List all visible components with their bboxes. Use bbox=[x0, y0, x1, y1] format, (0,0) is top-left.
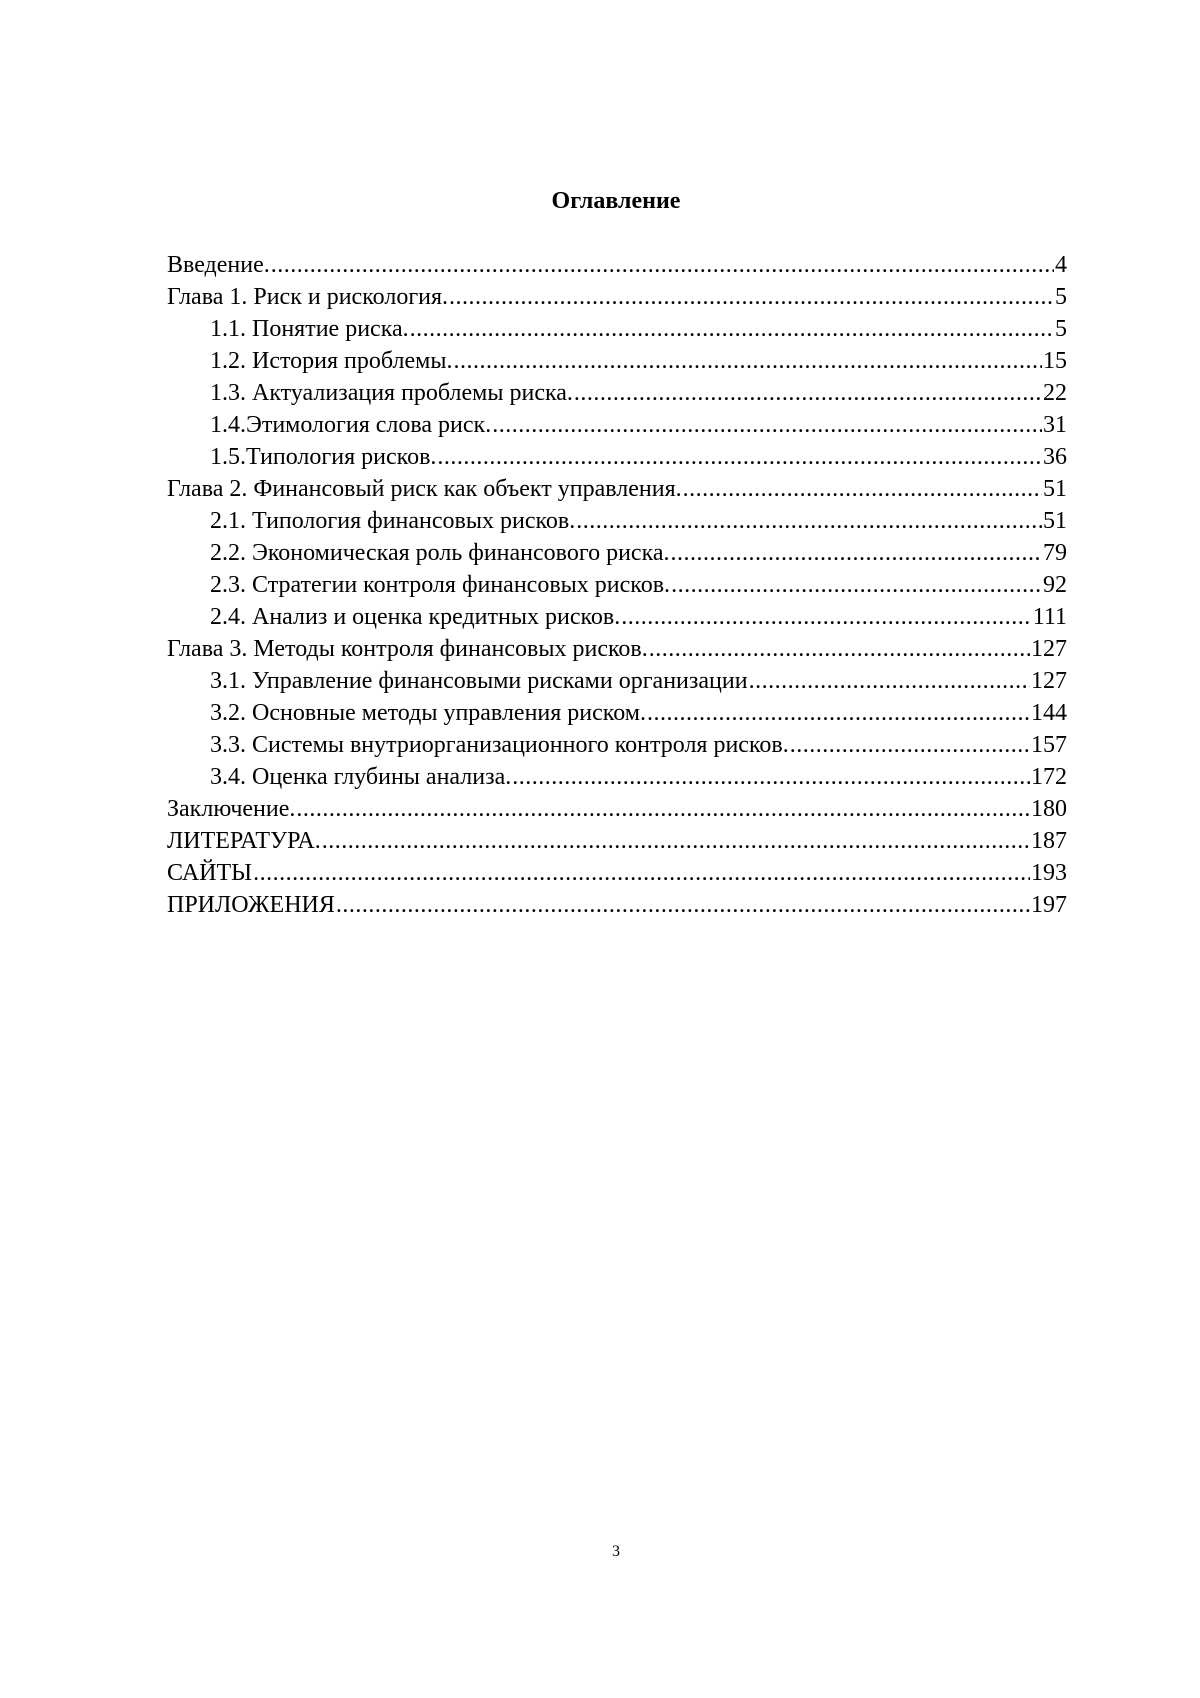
toc-entry[interactable] bbox=[167, 857, 1067, 889]
toc-leader-dots bbox=[649, 633, 1030, 665]
toc-entry[interactable] bbox=[167, 889, 1067, 921]
toc-leader-dots bbox=[671, 569, 1042, 601]
toc-entry-title: САЙТЫ bbox=[167, 860, 253, 886]
toc-leader-dots bbox=[790, 729, 1030, 761]
toc-entry-page: 127 bbox=[1031, 636, 1067, 662]
toc-entry[interactable] bbox=[167, 665, 1067, 697]
toc-entry-title: Глава 3. Методы контроля финансовых рисков. bbox=[167, 636, 648, 662]
toc-entry-title: 2.1. Типология финансовых рисков. bbox=[210, 508, 576, 534]
toc-entry-page: 180 bbox=[1031, 796, 1067, 822]
toc-entry[interactable] bbox=[167, 601, 1067, 633]
toc-entry-title: 1.4.Этимология слова риск. bbox=[210, 412, 492, 438]
toc-entry-page: 197 bbox=[1031, 892, 1067, 918]
toc-leader-dots bbox=[253, 857, 1030, 889]
toc-entry-page: 172 bbox=[1031, 764, 1067, 790]
toc-leader-dots bbox=[296, 793, 1030, 825]
toc-entry-title: 1.2. История проблемы. bbox=[210, 348, 453, 374]
toc-entry[interactable] bbox=[167, 729, 1067, 761]
toc-entry-title: 3.2. Основные методы управления риском. bbox=[210, 700, 646, 726]
toc-leader-dots bbox=[453, 345, 1042, 377]
toc-entry-page: 193 bbox=[1031, 860, 1067, 886]
toc-leader-dots bbox=[437, 441, 1042, 473]
toc-entry-page: 157 bbox=[1031, 732, 1067, 758]
toc-entry-title: 2.4. Анализ и оценка кредитных рисков. bbox=[210, 604, 621, 630]
toc-entry[interactable] bbox=[167, 697, 1067, 729]
toc-leader-dots bbox=[322, 825, 1030, 857]
toc-entry[interactable] bbox=[167, 281, 1067, 313]
toc-leader-dots bbox=[271, 249, 1054, 281]
toc-entry-title: Введение. bbox=[167, 252, 270, 278]
toc-leader-dots bbox=[492, 409, 1042, 441]
toc-entry-title: 3.3. Системы внутриорганизационного контроля рисков. bbox=[210, 732, 789, 758]
toc-entry-page: 187 bbox=[1031, 828, 1067, 854]
toc-entry[interactable] bbox=[167, 569, 1067, 601]
toc-entry-title: Глава 2. Финансовый риск как объект управления. bbox=[167, 476, 682, 502]
toc-entry-title: ЛИТЕРАТУРА. bbox=[167, 828, 321, 854]
toc-entry-page: 51 bbox=[1043, 508, 1067, 534]
toc-leader-dots bbox=[336, 889, 1030, 921]
toc-entry-page: 51 bbox=[1043, 476, 1067, 502]
toc-entry[interactable] bbox=[167, 313, 1067, 345]
toc-entry[interactable] bbox=[167, 633, 1067, 665]
toc-leader-dots bbox=[621, 601, 1032, 633]
toc-entry[interactable] bbox=[167, 537, 1067, 569]
page-number: 3 bbox=[612, 1543, 620, 1560]
toc-entry-page: 111 bbox=[1032, 604, 1067, 630]
toc-entry-page: 4 bbox=[1055, 252, 1067, 278]
toc-entry[interactable] bbox=[167, 249, 1067, 281]
toc-leader-dots bbox=[671, 537, 1042, 569]
toc-entry-title: 3.4. Оценка глубины анализа. bbox=[210, 764, 512, 790]
toc-entry[interactable] bbox=[167, 473, 1067, 505]
toc-entry-page: 31 bbox=[1043, 412, 1067, 438]
toc-entry-page: 22 bbox=[1043, 380, 1067, 406]
toc-title: Оглавление bbox=[551, 188, 681, 214]
toc-entry-page: 36 bbox=[1043, 444, 1067, 470]
toc-entry[interactable] bbox=[167, 825, 1067, 857]
toc-entry-title: 1.5.Типология рисков. bbox=[210, 444, 437, 470]
toc-entry[interactable] bbox=[167, 409, 1067, 441]
toc-entry-title: 2.2. Экономическая роль финансового риска. bbox=[210, 540, 670, 566]
toc-entry-title: 1.3. Актуализация проблемы риска. bbox=[210, 380, 573, 406]
toc-entry-page: 5 bbox=[1055, 284, 1067, 310]
toc-entry-page: 15 bbox=[1043, 348, 1067, 374]
toc-entry[interactable] bbox=[167, 761, 1067, 793]
toc-entry[interactable] bbox=[167, 441, 1067, 473]
toc-entry-title: 2.3. Стратегии контроля финансовых рисков. bbox=[210, 572, 671, 598]
toc-entry-title: Глава 1. Риск и рискология. bbox=[167, 284, 449, 310]
toc-entry-page: 127 bbox=[1031, 668, 1067, 694]
toc-entry[interactable] bbox=[167, 505, 1067, 537]
toc-entry-page: 144 bbox=[1031, 700, 1067, 726]
toc-entry-title: 1.1. Понятие риска. bbox=[210, 316, 409, 342]
toc-entry-page: 92 bbox=[1043, 572, 1067, 598]
toc-entry[interactable] bbox=[167, 377, 1067, 409]
toc-leader-dots bbox=[574, 377, 1042, 409]
toc-entry-title: Заключение. bbox=[167, 796, 296, 822]
toc-leader-dots bbox=[647, 697, 1030, 729]
toc-leader-dots bbox=[512, 761, 1030, 793]
toc-leader-dots bbox=[410, 313, 1054, 345]
toc-leader-dots bbox=[683, 473, 1042, 505]
table-of-contents bbox=[167, 249, 1067, 921]
toc-entry-title: ПРИЛОЖЕНИЯ bbox=[167, 892, 335, 918]
toc-entry-page: 5 bbox=[1055, 316, 1067, 342]
toc-leader-dots bbox=[449, 281, 1054, 313]
toc-leader-dots bbox=[576, 505, 1042, 537]
toc-entry-title: 3.1. Управление финансовыми рисками организации bbox=[210, 668, 748, 694]
toc-entry-page: 79 bbox=[1043, 540, 1067, 566]
toc-entry[interactable] bbox=[167, 345, 1067, 377]
toc-entry[interactable] bbox=[167, 793, 1067, 825]
toc-leader-dots bbox=[749, 665, 1030, 697]
